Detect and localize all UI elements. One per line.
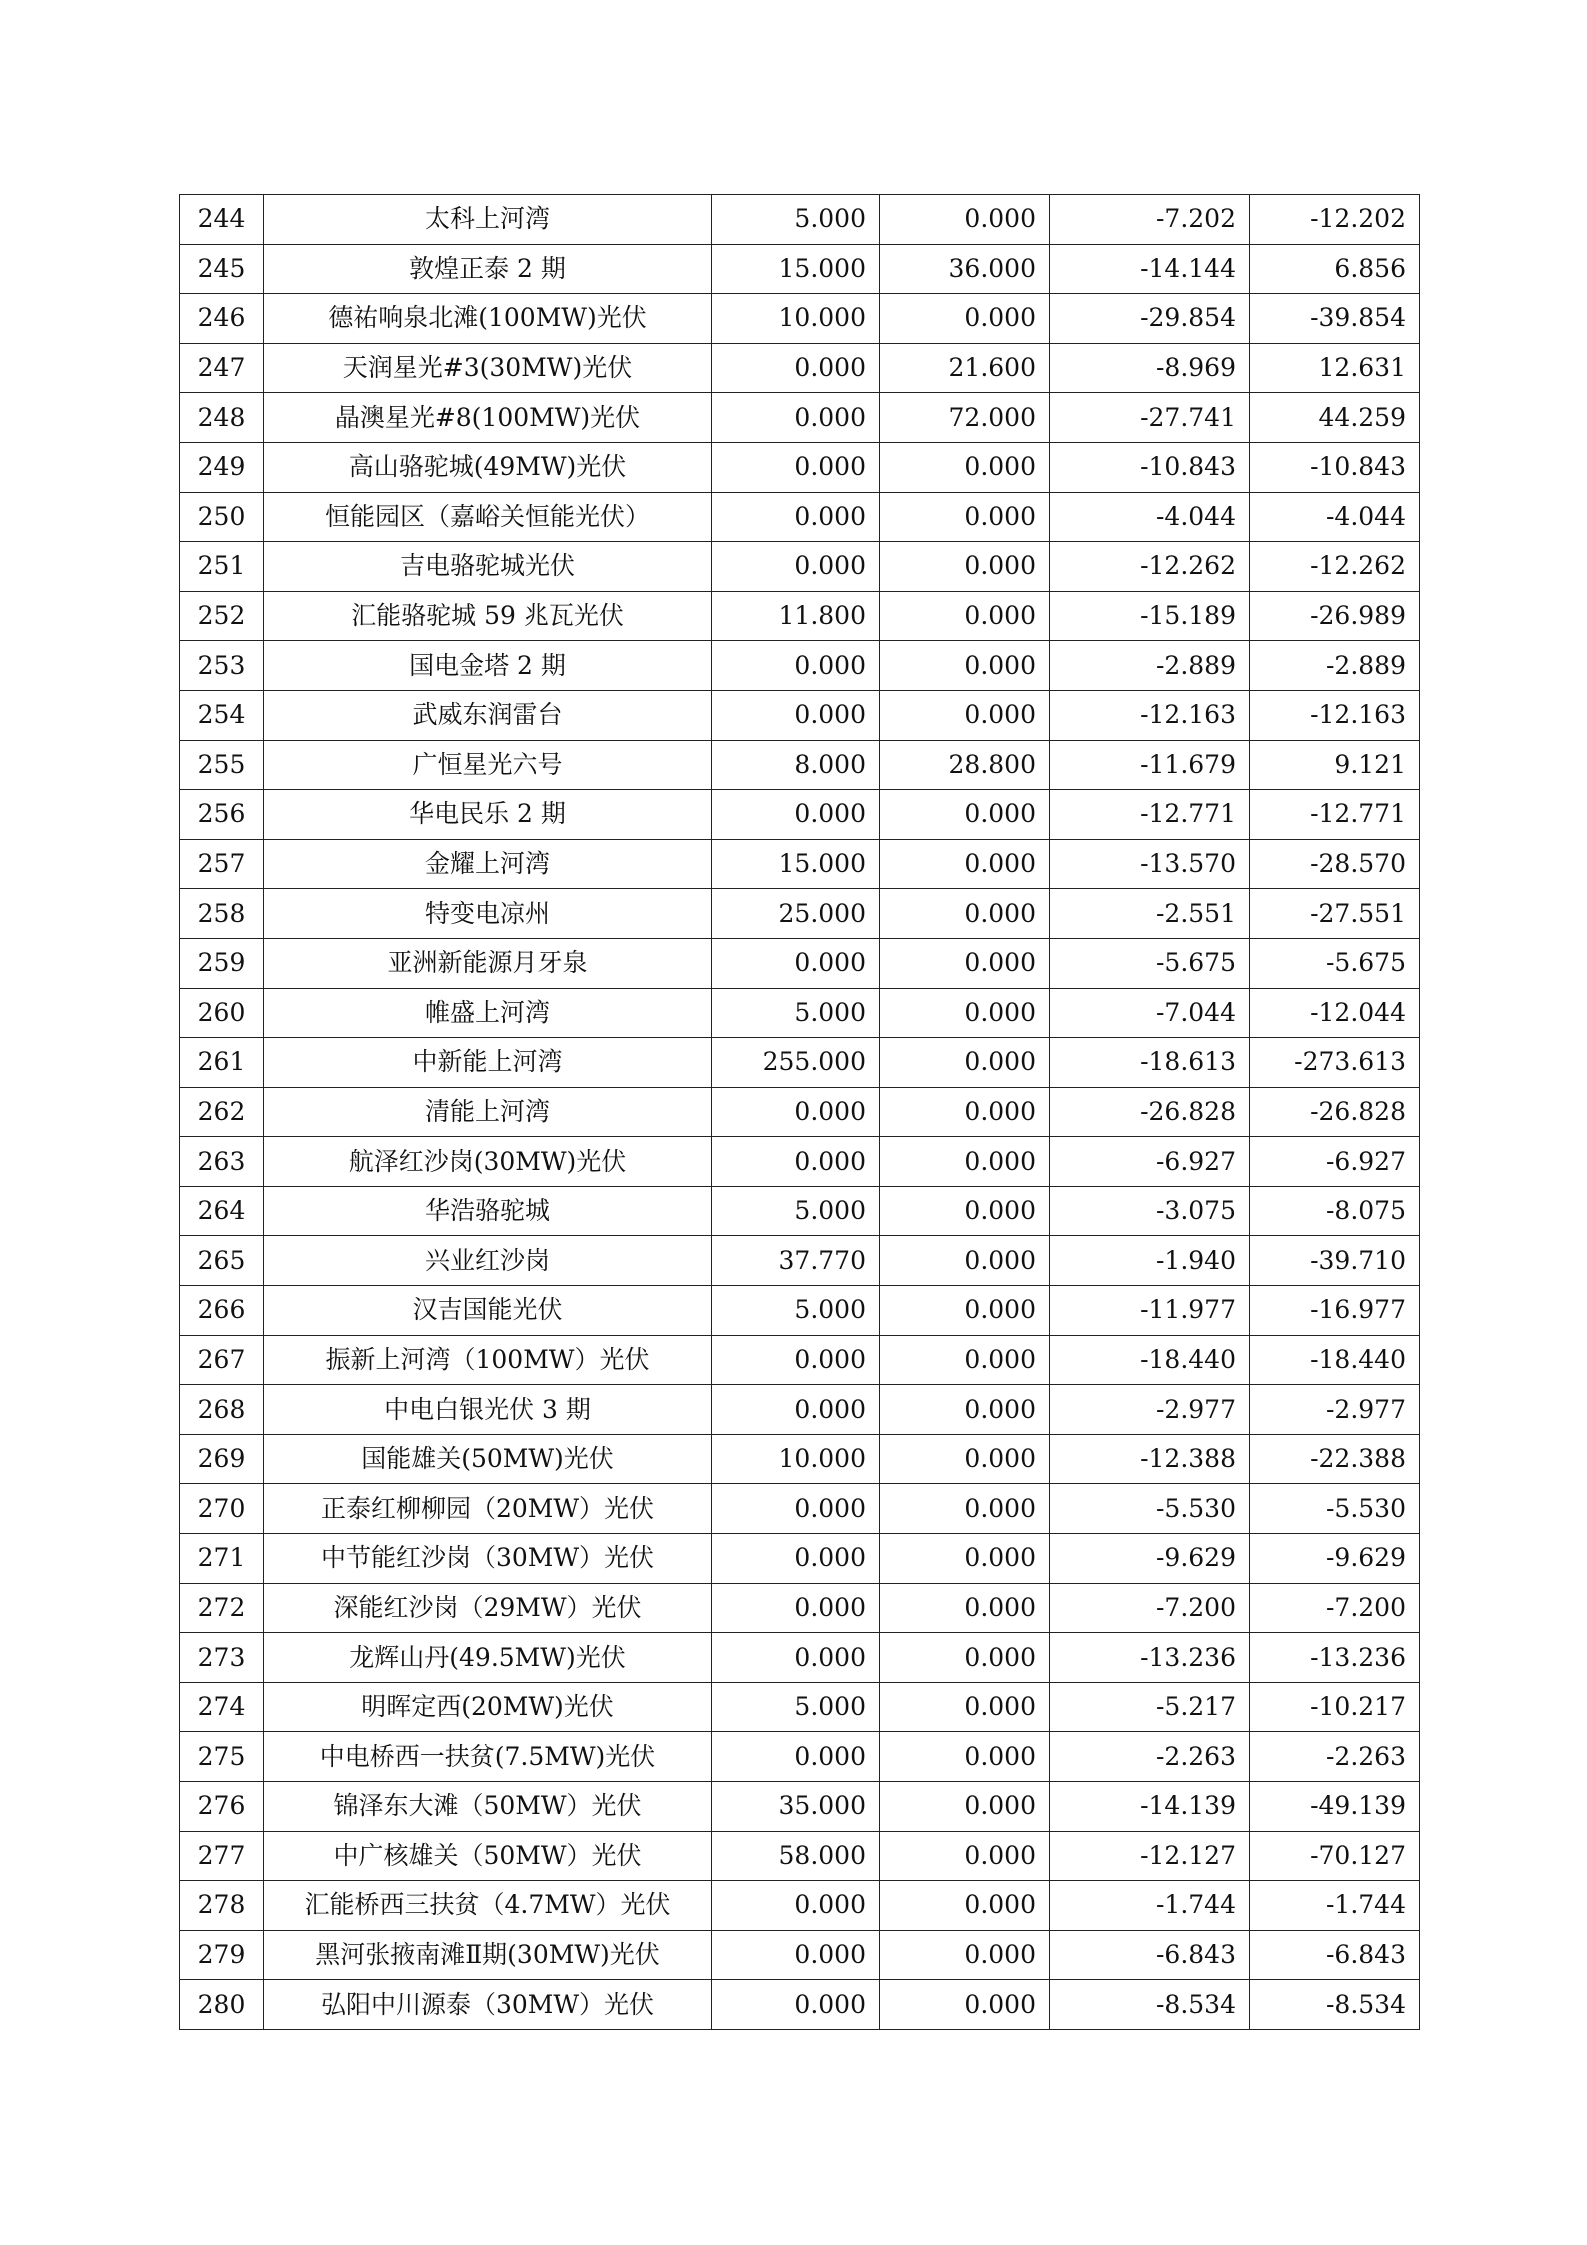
value-col-1-cell: 0.000 [712, 790, 880, 840]
value-col-4-cell: -273.613 [1250, 1038, 1420, 1088]
value-col-3-cell: -6.927 [1050, 1137, 1250, 1187]
value-col-2-cell: 0.000 [880, 1930, 1050, 1980]
table-row [180, 1930, 1420, 1980]
value-col-1-cell: 255.000 [712, 1038, 880, 1088]
value-col-1-cell: 0.000 [712, 542, 880, 592]
table-row [180, 988, 1420, 1038]
value-col-3-cell: -2.263 [1050, 1732, 1250, 1782]
station-name-cell: 汇能骆驼城 59 兆瓦光伏 [264, 591, 712, 641]
table-row [180, 1434, 1420, 1484]
table-row [180, 1782, 1420, 1832]
row-index-cell: 267 [180, 1335, 264, 1385]
value-col-3-cell: -5.530 [1050, 1484, 1250, 1534]
row-index-cell: 278 [180, 1881, 264, 1931]
value-col-3-cell: -14.139 [1050, 1782, 1250, 1832]
row-index-cell: 276 [180, 1782, 264, 1832]
value-col-3-cell: -5.675 [1050, 938, 1250, 988]
station-name-cell: 高山骆驼城(49MW)光伏 [264, 442, 712, 492]
station-name-cell: 中新能上河湾 [264, 1038, 712, 1088]
row-index-cell: 270 [180, 1484, 264, 1534]
value-col-4-cell: -12.044 [1250, 988, 1420, 1038]
value-col-4-cell: -13.236 [1250, 1633, 1420, 1683]
value-col-2-cell: 21.600 [880, 343, 1050, 393]
station-name-cell: 汇能桥西三扶贫（4.7MW）光伏 [264, 1881, 712, 1931]
row-index-cell: 279 [180, 1930, 264, 1980]
row-index-cell: 263 [180, 1137, 264, 1187]
value-col-3-cell: -11.679 [1050, 740, 1250, 790]
table-row [180, 1583, 1420, 1633]
table-row [180, 641, 1420, 691]
value-col-4-cell: -7.200 [1250, 1583, 1420, 1633]
row-index-cell: 262 [180, 1087, 264, 1137]
value-col-3-cell: -26.828 [1050, 1087, 1250, 1137]
value-col-2-cell: 0.000 [880, 492, 1050, 542]
value-col-3-cell: -12.771 [1050, 790, 1250, 840]
station-name-cell: 中广核雄关（50MW）光伏 [264, 1831, 712, 1881]
value-col-2-cell: 0.000 [880, 591, 1050, 641]
value-col-1-cell: 0.000 [712, 1732, 880, 1782]
station-name-cell: 德祐响泉北滩(100MW)光伏 [264, 294, 712, 344]
value-col-3-cell: -13.236 [1050, 1633, 1250, 1683]
table-row [180, 1186, 1420, 1236]
value-col-1-cell: 0.000 [712, 1484, 880, 1534]
value-col-1-cell: 0.000 [712, 641, 880, 691]
value-col-4-cell: -12.163 [1250, 690, 1420, 740]
value-col-3-cell: -29.854 [1050, 294, 1250, 344]
value-col-1-cell: 5.000 [712, 1682, 880, 1732]
table-row [180, 1831, 1420, 1881]
value-col-4-cell: -2.889 [1250, 641, 1420, 691]
value-col-2-cell: 0.000 [880, 1881, 1050, 1931]
row-index-cell: 245 [180, 244, 264, 294]
value-col-1-cell: 15.000 [712, 839, 880, 889]
station-name-cell: 锦泽东大滩（50MW）光伏 [264, 1782, 712, 1832]
station-name-cell: 武威东润雷台 [264, 690, 712, 740]
row-index-cell: 255 [180, 740, 264, 790]
table-row [180, 492, 1420, 542]
value-col-4-cell: -5.530 [1250, 1484, 1420, 1534]
station-name-cell: 明晖定西(20MW)光伏 [264, 1682, 712, 1732]
value-col-2-cell: 0.000 [880, 1038, 1050, 1088]
value-col-3-cell: -6.843 [1050, 1930, 1250, 1980]
station-name-cell: 国能雄关(50MW)光伏 [264, 1434, 712, 1484]
table-row [180, 591, 1420, 641]
table-row [180, 1385, 1420, 1435]
row-index-cell: 271 [180, 1534, 264, 1584]
value-col-4-cell: -28.570 [1250, 839, 1420, 889]
row-index-cell: 280 [180, 1980, 264, 2030]
value-col-1-cell: 0.000 [712, 1335, 880, 1385]
row-index-cell: 269 [180, 1434, 264, 1484]
row-index-cell: 272 [180, 1583, 264, 1633]
table-row [180, 195, 1420, 245]
value-col-1-cell: 0.000 [712, 1583, 880, 1633]
value-col-3-cell: -9.629 [1050, 1534, 1250, 1584]
station-name-cell: 广恒星光六号 [264, 740, 712, 790]
value-col-1-cell: 0.000 [712, 1137, 880, 1187]
value-col-1-cell: 0.000 [712, 1980, 880, 2030]
value-col-2-cell: 0.000 [880, 1633, 1050, 1683]
row-index-cell: 253 [180, 641, 264, 691]
row-index-cell: 261 [180, 1038, 264, 1088]
value-col-4-cell: -2.263 [1250, 1732, 1420, 1782]
station-name-cell: 弘阳中川源泰（30MW）光伏 [264, 1980, 712, 2030]
value-col-3-cell: -7.202 [1050, 195, 1250, 245]
value-col-4-cell: -12.262 [1250, 542, 1420, 592]
value-col-1-cell: 5.000 [712, 988, 880, 1038]
station-name-cell: 深能红沙岗（29MW）光伏 [264, 1583, 712, 1633]
table-row [180, 1137, 1420, 1187]
value-col-2-cell: 0.000 [880, 1236, 1050, 1286]
value-col-4-cell: -10.217 [1250, 1682, 1420, 1732]
value-col-4-cell: -1.744 [1250, 1881, 1420, 1931]
value-col-1-cell: 10.000 [712, 1434, 880, 1484]
value-col-1-cell: 0.000 [712, 1881, 880, 1931]
value-col-3-cell: -7.200 [1050, 1583, 1250, 1633]
table-row [180, 1087, 1420, 1137]
value-col-3-cell: -1.940 [1050, 1236, 1250, 1286]
station-name-cell: 汉吉国能光伏 [264, 1286, 712, 1336]
row-index-cell: 260 [180, 988, 264, 1038]
value-col-4-cell: -8.534 [1250, 1980, 1420, 2030]
value-col-4-cell: -5.675 [1250, 938, 1420, 988]
table-row [180, 889, 1420, 939]
table-row [180, 442, 1420, 492]
value-col-4-cell: -12.771 [1250, 790, 1420, 840]
value-col-4-cell: -10.843 [1250, 442, 1420, 492]
value-col-4-cell: -6.927 [1250, 1137, 1420, 1187]
row-index-cell: 251 [180, 542, 264, 592]
value-col-3-cell: -7.044 [1050, 988, 1250, 1038]
station-name-cell: 中电桥西一扶贫(7.5MW)光伏 [264, 1732, 712, 1782]
value-col-2-cell: 0.000 [880, 1087, 1050, 1137]
value-col-1-cell: 0.000 [712, 393, 880, 443]
value-col-3-cell: -14.144 [1050, 244, 1250, 294]
value-col-4-cell: -39.710 [1250, 1236, 1420, 1286]
value-col-2-cell: 0.000 [880, 690, 1050, 740]
value-col-1-cell: 35.000 [712, 1782, 880, 1832]
value-col-2-cell: 0.000 [880, 1534, 1050, 1584]
row-index-cell: 268 [180, 1385, 264, 1435]
value-col-2-cell: 0.000 [880, 1732, 1050, 1782]
value-col-3-cell: -12.163 [1050, 690, 1250, 740]
value-col-4-cell: 44.259 [1250, 393, 1420, 443]
value-col-2-cell: 0.000 [880, 1434, 1050, 1484]
value-col-1-cell: 8.000 [712, 740, 880, 790]
value-col-3-cell: -1.744 [1050, 1881, 1250, 1931]
row-index-cell: 252 [180, 591, 264, 641]
value-col-1-cell: 5.000 [712, 195, 880, 245]
station-name-cell: 华电民乐 2 期 [264, 790, 712, 840]
value-col-1-cell: 5.000 [712, 1286, 880, 1336]
row-index-cell: 273 [180, 1633, 264, 1683]
value-col-3-cell: -2.889 [1050, 641, 1250, 691]
value-col-1-cell: 0.000 [712, 343, 880, 393]
station-name-cell: 亚洲新能源月牙泉 [264, 938, 712, 988]
value-col-2-cell: 0.000 [880, 1782, 1050, 1832]
row-index-cell: 250 [180, 492, 264, 542]
row-index-cell: 277 [180, 1831, 264, 1881]
row-index-cell: 248 [180, 393, 264, 443]
table-row [180, 839, 1420, 889]
value-col-4-cell: -26.989 [1250, 591, 1420, 641]
value-col-2-cell: 0.000 [880, 294, 1050, 344]
value-col-1-cell: 0.000 [712, 492, 880, 542]
value-col-4-cell: -39.854 [1250, 294, 1420, 344]
station-name-cell: 帷盛上河湾 [264, 988, 712, 1038]
table-row [180, 1236, 1420, 1286]
value-col-4-cell: -26.828 [1250, 1087, 1420, 1137]
row-index-cell: 266 [180, 1286, 264, 1336]
value-col-1-cell: 11.800 [712, 591, 880, 641]
value-col-2-cell: 0.000 [880, 1335, 1050, 1385]
value-col-2-cell: 0.000 [880, 1137, 1050, 1187]
row-index-cell: 249 [180, 442, 264, 492]
row-index-cell: 258 [180, 889, 264, 939]
station-name-cell: 龙辉山丹(49.5MW)光伏 [264, 1633, 712, 1683]
value-col-2-cell: 0.000 [880, 1831, 1050, 1881]
value-col-4-cell: 9.121 [1250, 740, 1420, 790]
value-col-4-cell: -4.044 [1250, 492, 1420, 542]
value-col-3-cell: -12.127 [1050, 1831, 1250, 1881]
row-index-cell: 244 [180, 195, 264, 245]
station-name-cell: 清能上河湾 [264, 1087, 712, 1137]
row-index-cell: 275 [180, 1732, 264, 1782]
table-row [180, 1335, 1420, 1385]
row-index-cell: 264 [180, 1186, 264, 1236]
station-name-cell: 太科上河湾 [264, 195, 712, 245]
table-row [180, 1881, 1420, 1931]
value-col-4-cell: -6.843 [1250, 1930, 1420, 1980]
table-row [180, 1038, 1420, 1088]
row-index-cell: 256 [180, 790, 264, 840]
table-row [180, 542, 1420, 592]
value-col-1-cell: 0.000 [712, 442, 880, 492]
row-index-cell: 247 [180, 343, 264, 393]
value-col-2-cell: 0.000 [880, 988, 1050, 1038]
value-col-2-cell: 0.000 [880, 1186, 1050, 1236]
value-col-3-cell: -2.977 [1050, 1385, 1250, 1435]
station-name-cell: 正泰红柳柳园（20MW）光伏 [264, 1484, 712, 1534]
value-col-2-cell: 0.000 [880, 641, 1050, 691]
value-col-2-cell: 0.000 [880, 1385, 1050, 1435]
value-col-2-cell: 0.000 [880, 889, 1050, 939]
value-col-2-cell: 0.000 [880, 442, 1050, 492]
value-col-3-cell: -12.262 [1050, 542, 1250, 592]
value-col-3-cell: -13.570 [1050, 839, 1250, 889]
table-row [180, 393, 1420, 443]
value-col-2-cell: 36.000 [880, 244, 1050, 294]
station-name-cell: 恒能园区（嘉峪关恒能光伏） [264, 492, 712, 542]
value-col-3-cell: -3.075 [1050, 1186, 1250, 1236]
value-col-4-cell: -27.551 [1250, 889, 1420, 939]
value-col-2-cell: 0.000 [880, 839, 1050, 889]
station-name-cell: 航泽红沙岗(30MW)光伏 [264, 1137, 712, 1187]
value-col-1-cell: 5.000 [712, 1186, 880, 1236]
row-index-cell: 246 [180, 294, 264, 344]
value-col-4-cell: -70.127 [1250, 1831, 1420, 1881]
value-col-4-cell: -18.440 [1250, 1335, 1420, 1385]
value-col-2-cell: 0.000 [880, 938, 1050, 988]
value-col-1-cell: 0.000 [712, 690, 880, 740]
station-name-cell: 华浩骆驼城 [264, 1186, 712, 1236]
table-row [180, 740, 1420, 790]
value-col-1-cell: 25.000 [712, 889, 880, 939]
value-col-3-cell: -11.977 [1050, 1286, 1250, 1336]
value-col-3-cell: -8.969 [1050, 343, 1250, 393]
value-col-1-cell: 0.000 [712, 1633, 880, 1683]
row-index-cell: 257 [180, 839, 264, 889]
value-col-3-cell: -5.217 [1050, 1682, 1250, 1732]
value-col-4-cell: -9.629 [1250, 1534, 1420, 1584]
value-col-4-cell: -12.202 [1250, 195, 1420, 245]
data-table [179, 194, 1420, 2030]
value-col-3-cell: -8.534 [1050, 1980, 1250, 2030]
table-row [180, 343, 1420, 393]
value-col-4-cell: -22.388 [1250, 1434, 1420, 1484]
value-col-1-cell: 15.000 [712, 244, 880, 294]
table-row [180, 690, 1420, 740]
value-col-4-cell: -49.139 [1250, 1782, 1420, 1832]
value-col-3-cell: -12.388 [1050, 1434, 1250, 1484]
value-col-1-cell: 0.000 [712, 1534, 880, 1584]
value-col-2-cell: 72.000 [880, 393, 1050, 443]
value-col-1-cell: 58.000 [712, 1831, 880, 1881]
value-col-1-cell: 0.000 [712, 1087, 880, 1137]
station-name-cell: 国电金塔 2 期 [264, 641, 712, 691]
value-col-4-cell: -2.977 [1250, 1385, 1420, 1435]
station-name-cell: 中节能红沙岗（30MW）光伏 [264, 1534, 712, 1584]
station-name-cell: 晶澳星光#8(100MW)光伏 [264, 393, 712, 443]
table-row [180, 1534, 1420, 1584]
station-name-cell: 黑河张掖南滩Ⅱ期(30MW)光伏 [264, 1930, 712, 1980]
station-name-cell: 天润星光#3(30MW)光伏 [264, 343, 712, 393]
value-col-4-cell: -8.075 [1250, 1186, 1420, 1236]
value-col-2-cell: 0.000 [880, 195, 1050, 245]
value-col-3-cell: -18.613 [1050, 1038, 1250, 1088]
value-col-2-cell: 0.000 [880, 1980, 1050, 2030]
table-row [180, 294, 1420, 344]
value-col-4-cell: 6.856 [1250, 244, 1420, 294]
value-col-2-cell: 0.000 [880, 1583, 1050, 1633]
row-index-cell: 254 [180, 690, 264, 740]
value-col-1-cell: 0.000 [712, 1385, 880, 1435]
table-body [180, 195, 1420, 2030]
value-col-1-cell: 0.000 [712, 1930, 880, 1980]
table-row [180, 1980, 1420, 2030]
value-col-4-cell: -16.977 [1250, 1286, 1420, 1336]
value-col-1-cell: 10.000 [712, 294, 880, 344]
station-name-cell: 振新上河湾（100MW）光伏 [264, 1335, 712, 1385]
value-col-2-cell: 0.000 [880, 542, 1050, 592]
value-col-1-cell: 37.770 [712, 1236, 880, 1286]
table-row [180, 1732, 1420, 1782]
value-col-2-cell: 0.000 [880, 1682, 1050, 1732]
value-col-3-cell: -4.044 [1050, 492, 1250, 542]
table-row [180, 1484, 1420, 1534]
station-name-cell: 中电白银光伏 3 期 [264, 1385, 712, 1435]
station-name-cell: 兴业红沙岗 [264, 1236, 712, 1286]
value-col-2-cell: 0.000 [880, 1286, 1050, 1336]
station-name-cell: 敦煌正泰 2 期 [264, 244, 712, 294]
value-col-3-cell: -15.189 [1050, 591, 1250, 641]
table-row [180, 244, 1420, 294]
row-index-cell: 259 [180, 938, 264, 988]
station-name-cell: 特变电凉州 [264, 889, 712, 939]
station-name-cell: 吉电骆驼城光伏 [264, 542, 712, 592]
table-row [180, 1286, 1420, 1336]
row-index-cell: 274 [180, 1682, 264, 1732]
row-index-cell: 265 [180, 1236, 264, 1286]
value-col-1-cell: 0.000 [712, 938, 880, 988]
value-col-3-cell: -10.843 [1050, 442, 1250, 492]
value-col-2-cell: 0.000 [880, 790, 1050, 840]
table-row [180, 938, 1420, 988]
value-col-3-cell: -27.741 [1050, 393, 1250, 443]
value-col-2-cell: 0.000 [880, 1484, 1050, 1534]
value-col-3-cell: -18.440 [1050, 1335, 1250, 1385]
table-row [180, 790, 1420, 840]
station-name-cell: 金耀上河湾 [264, 839, 712, 889]
value-col-3-cell: -2.551 [1050, 889, 1250, 939]
table-row [180, 1682, 1420, 1732]
value-col-2-cell: 28.800 [880, 740, 1050, 790]
table-row [180, 1633, 1420, 1683]
value-col-4-cell: 12.631 [1250, 343, 1420, 393]
